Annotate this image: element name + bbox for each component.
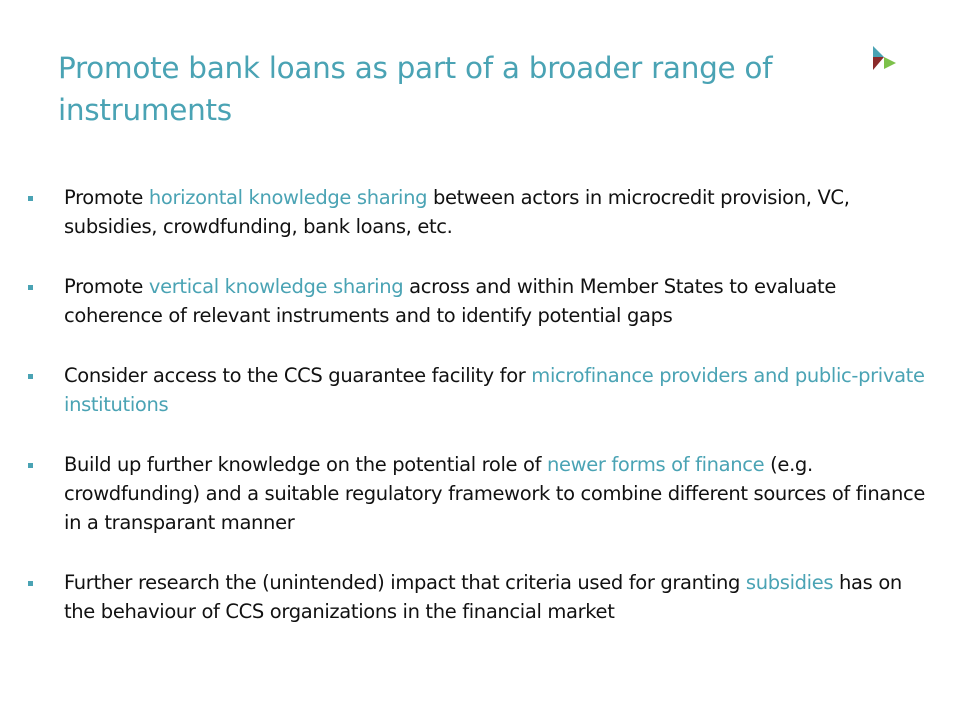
bullet-text: Promote <box>64 275 149 298</box>
highlighted-text: vertical knowledge sharing <box>148 275 404 298</box>
bullet-text: Promote <box>64 186 149 209</box>
slide-title: Promote bank loans as part of a broader range of instruments <box>58 51 773 127</box>
highlighted-text: microfinance providers and public-private institutions <box>64 364 925 416</box>
highlighted-text: subsidies <box>745 571 834 594</box>
bullet-item <box>26 361 936 419</box>
bullet-text: Build up further knowledge on the potential role of <box>64 453 547 476</box>
bullet-item <box>26 272 936 330</box>
bullet-list <box>26 183 936 626</box>
bullet-marker-icon <box>28 285 33 290</box>
bullet-item <box>26 450 936 537</box>
bullet-text: has on the behaviour of CCS organizations in the financial market <box>64 571 902 623</box>
bullet-item <box>26 568 936 626</box>
bullet-text: between actors in microcredit provision, VC, subsidies, crowdfunding, bank loans, etc. <box>64 186 850 238</box>
triangle-logo-icon <box>870 44 898 80</box>
bullet-text: Consider access to the CCS guarantee facility for <box>64 364 532 387</box>
bullet-marker-icon <box>28 374 33 379</box>
bullet-item <box>26 183 936 241</box>
bullet-text: (e.g. crowdfunding) and a suitable regulatory framework to combine different sources of finance in a transparant manner <box>64 453 925 534</box>
highlighted-text: newer forms of finance <box>547 453 765 476</box>
bullet-marker-icon <box>28 463 33 468</box>
bullet-marker-icon <box>28 581 33 586</box>
bullet-text: Further research the (unintended) impact that criteria used for granting <box>64 571 746 594</box>
bullet-text: across and within Member States to evaluate coherence of relevant instruments and to identify potential gaps <box>64 275 836 327</box>
highlighted-text: horizontal knowledge sharing <box>148 186 428 209</box>
bullet-marker-icon <box>28 196 33 201</box>
